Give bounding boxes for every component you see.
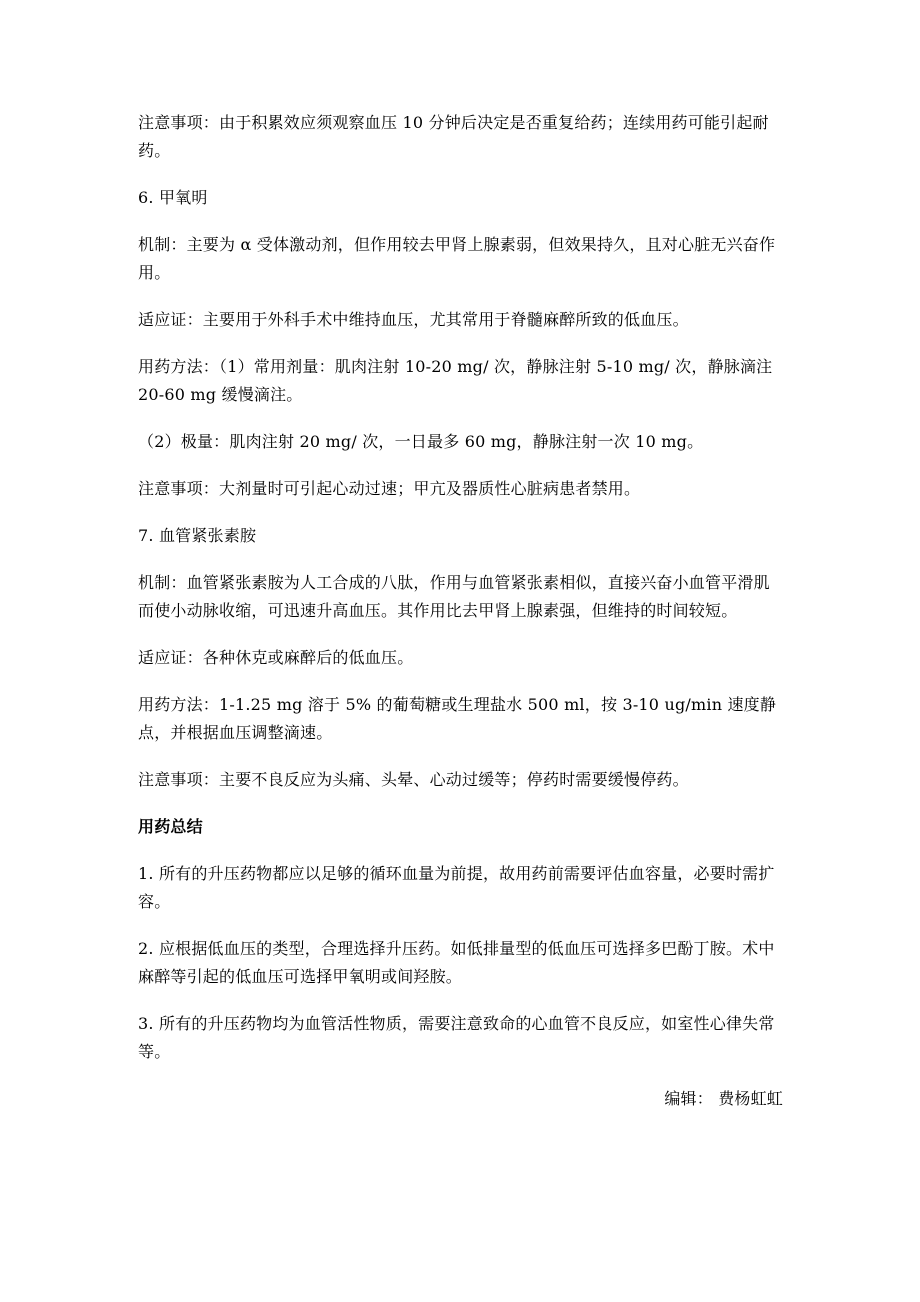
precautions-paragraph-methoxamine: 注意事项：大剂量时可引起心动过速；甲亢及器质性心脏病患者禁用。 bbox=[138, 479, 641, 498]
dosage-paragraph-angiotensinamide: 用药方法：1-1.25 mg 溶于 5% 的葡萄糖或生理盐水 500 ml，按 3-10 ug/min 速度静点，并根据血压调整滴速。 bbox=[138, 695, 777, 742]
indication-paragraph-angiotensinamide: 适应证：各种休克或麻醉后的低血压。 bbox=[138, 648, 414, 667]
summary-heading: 用药总结 bbox=[138, 817, 203, 836]
precautions-paragraph-1: 注意事项：由于积累效应须观察血压 10 分钟后决定是否重复给药；连续用药可能引起耐药。 bbox=[138, 113, 769, 160]
mechanism-paragraph-angiotensinamide: 机制：血管紧张素胺为人工合成的八肽，作用与血管紧张素相似，直接兴奋小血管平滑肌而使小动脉收缩，可迅速升高血压。其作用比去甲肾上腺素强，但维持的时间较短。 bbox=[138, 573, 770, 620]
summary-item-1: 1. 所有的升压药物都应以足够的循环血量为前提，故用药前需要评估血容量，必要时需扩容。 bbox=[138, 864, 775, 911]
editor-credit: 编辑： 费杨虹虹 bbox=[664, 1089, 783, 1108]
indication-paragraph-methoxamine: 适应证：主要用于外科手术中维持血压，尤其常用于脊髓麻醉所致的低血压。 bbox=[138, 310, 689, 329]
dosage-paragraph-methoxamine: 用药方法：（1）常用剂量：肌肉注射 10-20 mg/ 次，静脉注射 5-10 mg/ 次，静脉滴注 20-60 mg 缓慢滴注。 bbox=[138, 357, 773, 404]
precautions-paragraph-angiotensinamide: 注意事项：主要不良反应为头痛、头晕、心动过缓等；停药时需要缓慢停药。 bbox=[138, 770, 689, 789]
mechanism-paragraph-methoxamine: 机制：主要为 α 受体激动剂，但作用较去甲肾上腺素弱，但效果持久，且对心脏无兴奋作用。 bbox=[138, 235, 776, 282]
summary-item-2: 2. 应根据低血压的类型，合理选择升压药。如低排量型的低血压可选择多巴酚丁胺。术中麻醉等引起的低血压可选择甲氧明或间羟胺。 bbox=[138, 939, 775, 986]
max-dose-paragraph-methoxamine: （2）极量：肌肉注射 20 mg/ 次，一日最多 60 mg，静脉注射一次 10 mg。 bbox=[138, 432, 704, 451]
summary-item-3: 3. 所有的升压药物均为血管活性物质，需要注意致命的心血管不良反应，如室性心律失常等。 bbox=[138, 1014, 775, 1061]
document-page bbox=[138, 109, 783, 1113]
section-heading-methoxamine: 6. 甲氧明 bbox=[138, 188, 208, 207]
section-heading-angiotensinamide: 7. 血管紧张素胺 bbox=[138, 526, 257, 545]
